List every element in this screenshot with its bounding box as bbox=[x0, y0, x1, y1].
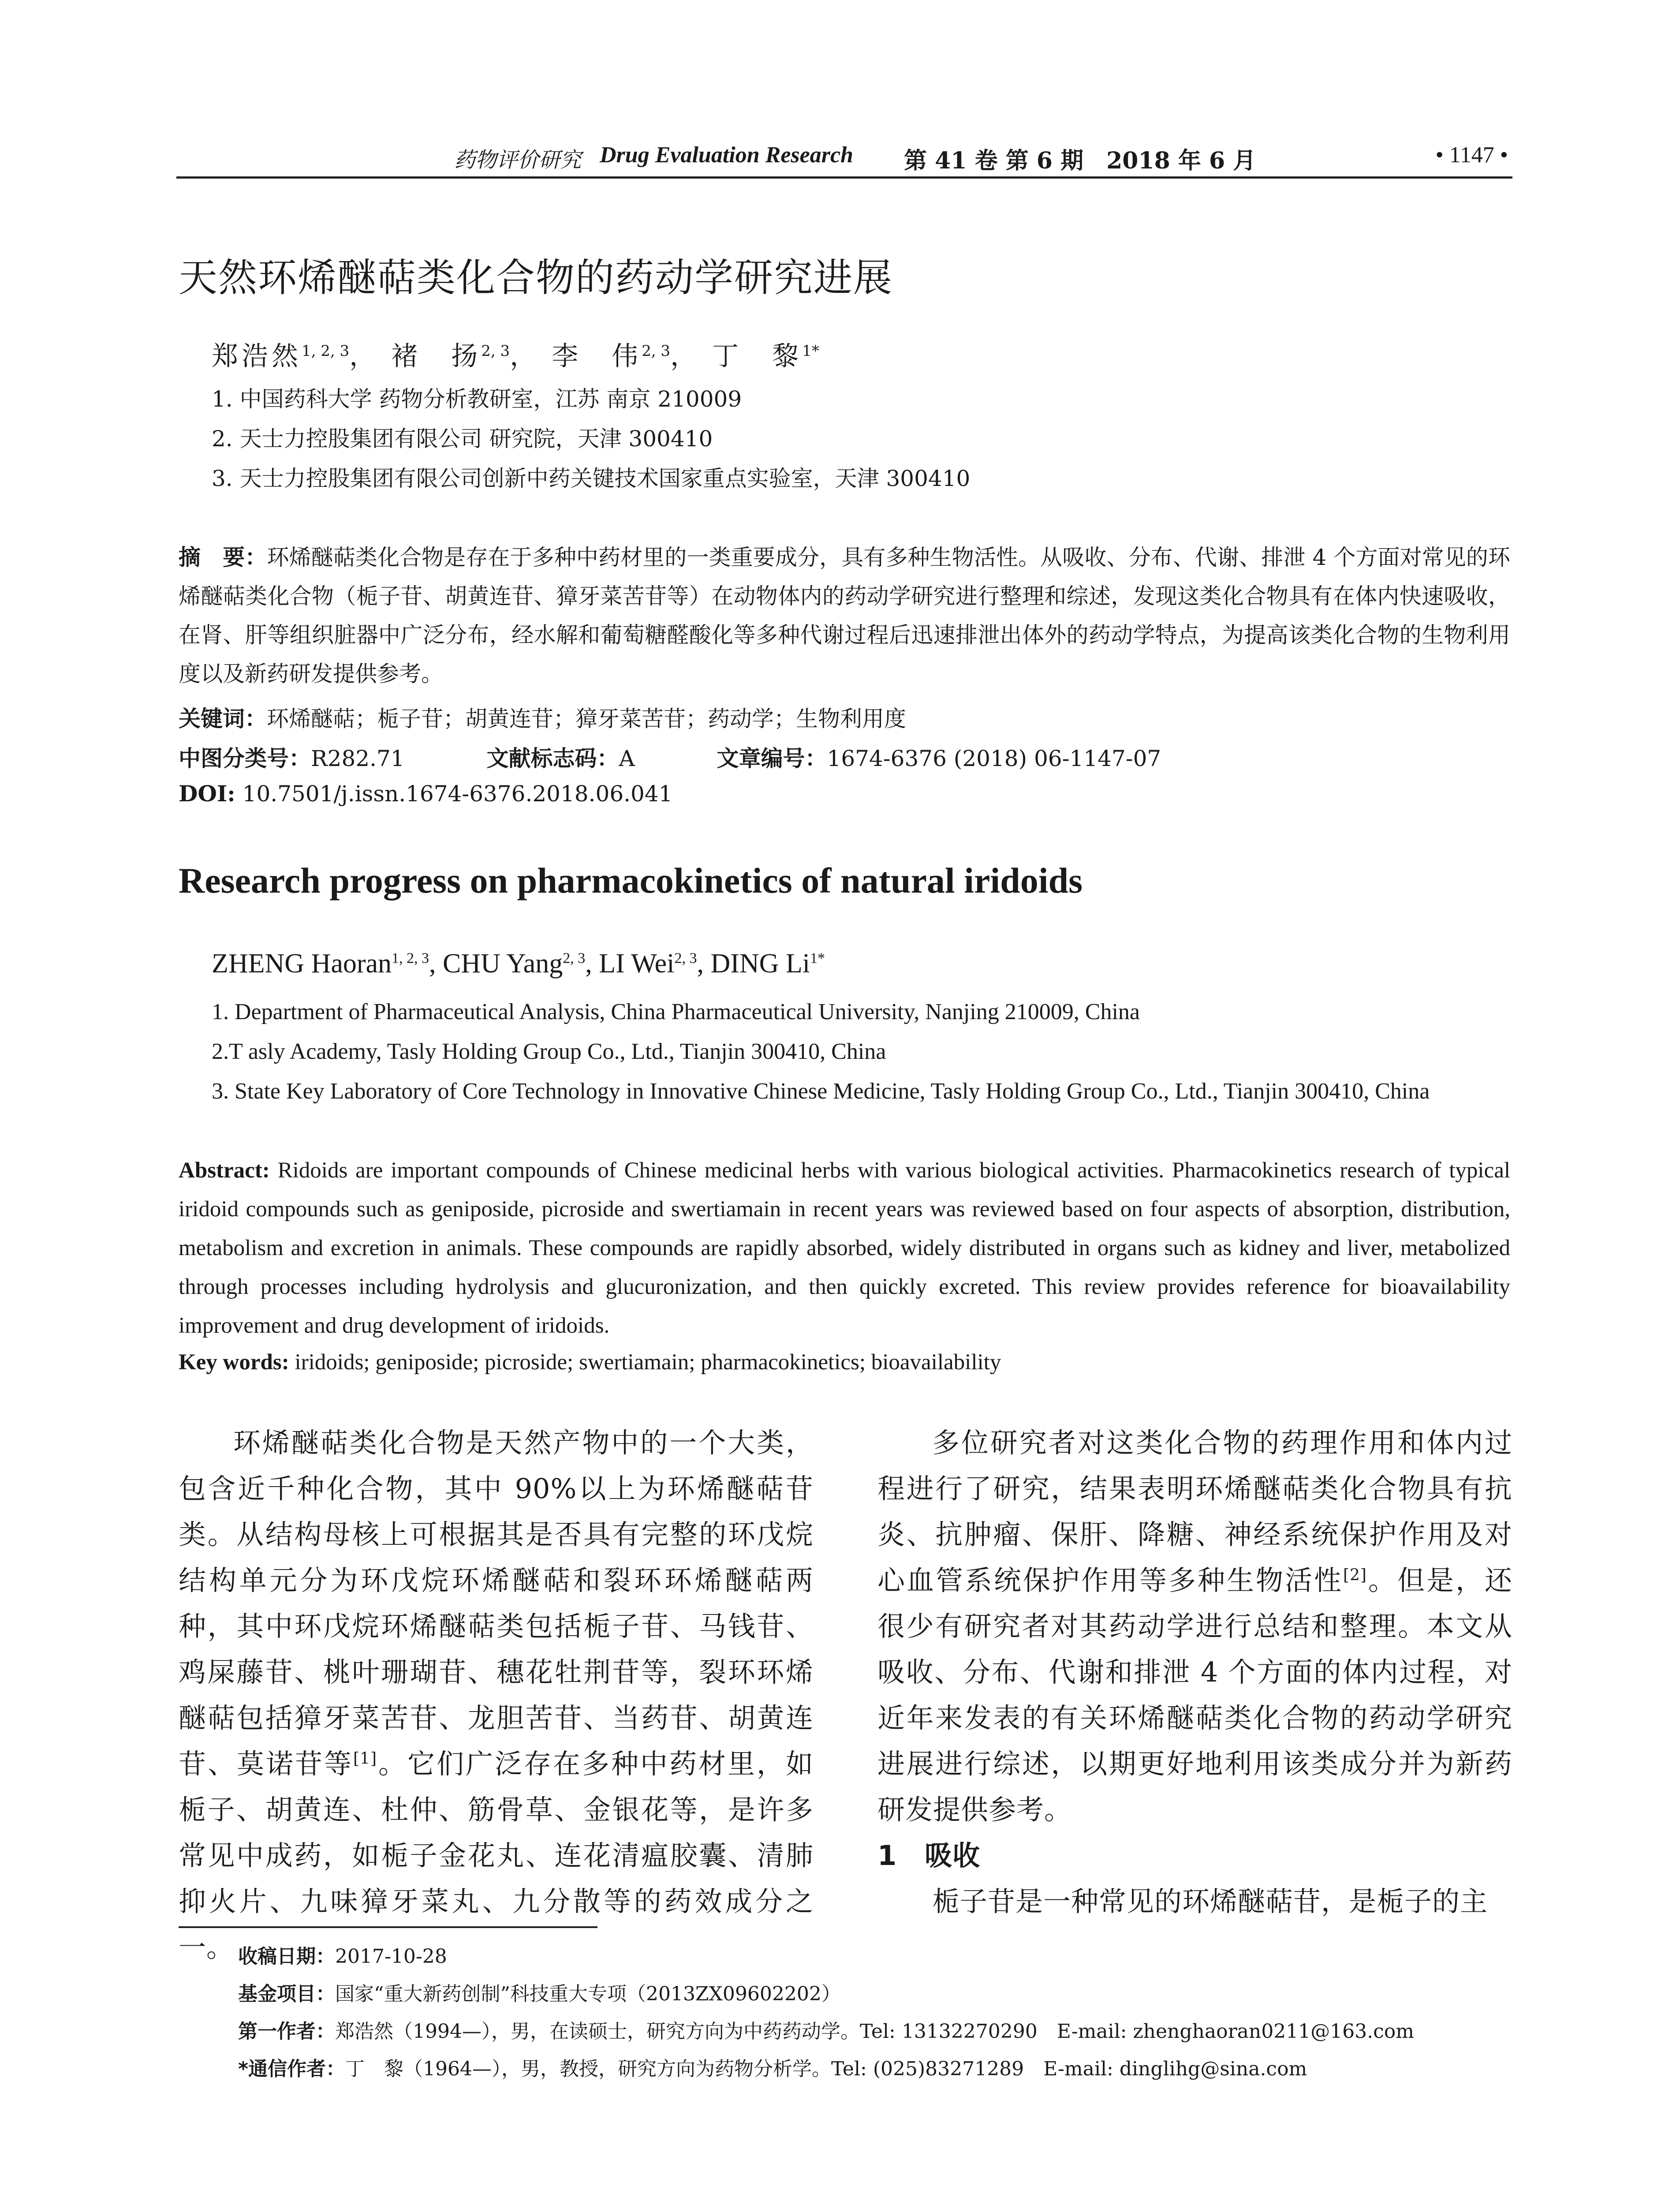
keywords-cn-text: 环烯醚萜；栀子苷；胡黄连苷；獐牙菜苦苷；药动学；生物利用度 bbox=[267, 706, 906, 732]
author-name: 丁 黎 bbox=[712, 341, 803, 372]
body-paragraph bbox=[877, 1420, 1512, 1833]
author-en-sup: 1* bbox=[810, 950, 825, 967]
author-sup: 1* bbox=[802, 342, 819, 360]
body-text: 环烯醚萜类化合物是天然产物中的一个大类，包含近千种化合物，其中 90%以上为环烯醚萜苷类。从结构母核上可根据其是否具有完整的环戊烷结构单元分为环戊烷环烯醚萜和裂环环烯醚萜两种，其中环戊烷环烯醚萜类包括栀子苷、马钱苷、鸡屎藤苷、桃叶珊瑚苷、穗花牡荆苷等，裂环环烯醚萜包括獐牙菜苦苷、龙胆苦苷、当药苷、胡黄连苷、莫诺苷等 bbox=[179, 1427, 814, 1780]
author-sup: 1, 2, 3 bbox=[302, 342, 350, 360]
authors-en bbox=[212, 948, 825, 979]
author-sep: , bbox=[429, 949, 443, 979]
footnote-rule bbox=[179, 1926, 597, 1928]
journal-name: Drug Evaluation Research bbox=[600, 142, 853, 168]
abstract-en-label: Abstract: bbox=[179, 1158, 270, 1183]
author-en-name: ZHENG Haoran bbox=[212, 949, 392, 979]
body-paragraph bbox=[179, 1420, 814, 1970]
author-sep: , bbox=[585, 949, 599, 979]
author-en-name: DING Li bbox=[710, 949, 810, 979]
authors-cn: 郑浩然$^{1, 2, 3}$， 褚 扬$^{2, 3}$， 李 伟$^{2, 3}$， 丁 黎$^{1*}$ bbox=[212, 341, 819, 372]
affiliation-en-1: 1. Department of Pharmaceutical Analysis, China Pharmaceutical University, Nanjing 210009, China bbox=[212, 999, 1140, 1024]
doc-label: 文献标志码： bbox=[486, 746, 619, 771]
doi-label: DOI: bbox=[179, 781, 235, 807]
body-text: 。它们广泛存在多种中药材里，如栀子、胡黄连、杜仲、筋骨草、金银花等，是许多常见中成药，如栀子金花丸、连花清瘟胶囊、清肺抑火片、九味獐牙菜丸、九分散等的药效成分之一。 bbox=[179, 1748, 814, 1963]
citation: [1] bbox=[353, 1749, 377, 1768]
abstract-en-text: Ridoids are important compounds of Chinese medicinal herbs with various biological activities. Pharmacokinetics research of typical iridoid compounds such as geniposide, picroside and swertiamain in recent years was reviewed based on four aspects of absorption, distribution, metabolism and excretion in animals. These compounds are rapidly absorbed, widely distributed in organs such as kidney and liver, metabolized through processes including hydrolysis and glucuronization, and then quickly excreted. This review provides reference for bioavailability improvement and drug development of iridoids. bbox=[179, 1158, 1510, 1338]
keywords-en bbox=[179, 1349, 1001, 1375]
footnote-label: 第一作者： bbox=[238, 2020, 335, 2043]
author-sup: 2, 3 bbox=[481, 342, 510, 360]
keywords-cn bbox=[179, 701, 906, 733]
section-heading: 1 吸收 bbox=[877, 1839, 981, 1872]
body-paragraph: 栀子苷是一种常见的环烯醚萜苷，是栀子的主 bbox=[932, 1885, 1488, 1917]
affiliation-cn-1: 1. 中国药科大学 药物分析教研室，江苏 南京 210009 bbox=[212, 386, 742, 412]
footnote-label: 基金项目： bbox=[238, 1983, 335, 2005]
title-cn: 天然环烯醚萜类化合物的药动学研究进展 bbox=[179, 255, 893, 300]
clc-label: 中图分类号： bbox=[179, 746, 311, 771]
author-en-name: CHU Yang bbox=[443, 949, 563, 979]
footnote-text: 国家“重大新药创制”科技重大专项（2013ZX09602202） bbox=[335, 1983, 841, 2005]
footnote-text: 郑浩然（1994—），男，在读硕士，研究方向为中药药动学。Tel: 13132270290 E-mail: zhenghaoran0211@163.com bbox=[335, 2020, 1415, 2043]
author-name: 褚 扬 bbox=[391, 341, 482, 372]
body-right-column bbox=[877, 1420, 1512, 1925]
keywords-cn-label: 关键词： bbox=[179, 706, 267, 732]
author-en-sup: 2, 3 bbox=[674, 950, 697, 967]
article-value: 1674-6376 (2018) 06-1147-07 bbox=[827, 746, 1161, 771]
journal-logo: 药物评价研究 bbox=[454, 148, 582, 172]
doc-value: A bbox=[619, 746, 635, 771]
abstract-cn-text: 环烯醚萜类化合物是存在于多种中药材里的一类重要成分，具有多种生物活性。从吸收、分布、代谢、排泄 4 个方面对常见的环烯醚萜类化合物（栀子苷、胡黄连苷、獐牙菜苦苷等）在动物体内的药动学研究进行整理和综述，发现这类化合物具有在体内快速吸收，在肾、肝等组织脏器中广泛分布，经水解和葡萄糖醛酸化等多种代谢过程后迅速排泄出体外的药动学特点，为提高该类化合物的生物利用度以及新药研发提供参考。 bbox=[179, 545, 1510, 687]
author-name: 郑浩然 bbox=[212, 341, 302, 372]
affiliation-cn-3: 3. 天士力控股集团有限公司创新中药关键技术国家重点实验室，天津 300410 bbox=[212, 466, 971, 491]
abstract-cn-label: 摘 要： bbox=[179, 545, 267, 570]
page-number: • 1147 • bbox=[1435, 142, 1508, 168]
body-text: 多位研究者对这类化合物的药理作用和体内过程进行了研究，结果表明环烯醚萜类化合物具有抗炎、抗肿瘤、保肝、降糖、神经系统保护作用及对心血管系统保护作用等多种生物活性 bbox=[877, 1427, 1512, 1596]
author-sep: , bbox=[697, 949, 711, 979]
footnote-received bbox=[238, 1940, 447, 1969]
keywords-en-text: iridoids; geniposide; picroside; swertiamain; pharmacokinetics; bioavailability bbox=[295, 1350, 1001, 1375]
author-en-sup: 1, 2, 3 bbox=[392, 950, 429, 967]
author-name: 李 伟 bbox=[552, 341, 642, 372]
title-en: Research progress on pharmacokinetics of natural iridoids bbox=[179, 860, 1083, 901]
body-left-column bbox=[179, 1420, 814, 1970]
affiliation-en-3: 3. State Key Laboratory of Core Technology in Innovative Chinese Medicine, Tasly Holding Group Co., Ltd., Tianjin 300410, China bbox=[212, 1079, 1430, 1104]
footnote-fund bbox=[238, 1978, 841, 2006]
footnote-text: 丁 黎（1964—），男，教授，研究方向为药物分析学。Tel: (025)83271289 E-mail: dinglihg@sina.com bbox=[345, 2058, 1307, 2080]
footnote-text: 2017-10-28 bbox=[335, 1945, 447, 1968]
abstract-en bbox=[179, 1151, 1510, 1345]
citation: [2] bbox=[1343, 1566, 1367, 1585]
article-label: 文章编号： bbox=[717, 746, 827, 771]
body-text: 。但是，还很少有研究者对其药动学进行总结和整理。本文从吸收、分布、代谢和排泄 4 个方面的体内过程，对近年来发表的有关环烯醚萜类化合物的药动学研究进展进行综述，以期更好地利用该类成分并为新药研发提供参考。 bbox=[877, 1564, 1512, 1826]
abstract-cn bbox=[179, 538, 1510, 693]
affiliation-cn-2: 2. 天士力控股集团有限公司 研究院，天津 300410 bbox=[212, 426, 713, 452]
author-en-sup: 2, 3 bbox=[563, 950, 586, 967]
doi-line bbox=[179, 781, 672, 807]
footnote-first-author bbox=[238, 2015, 1414, 2044]
keywords-en-label: Key words: bbox=[179, 1350, 289, 1375]
clc-value: R282.71 bbox=[311, 746, 405, 771]
running-header bbox=[176, 140, 1512, 176]
issue-info: 第 41 卷 第 6 期 2018 年 6 月 bbox=[904, 147, 1256, 174]
footnote-corresponding bbox=[238, 2053, 1307, 2081]
doi-value: 10.7501/j.issn.1674-6376.2018.06.041 bbox=[242, 781, 673, 807]
footnote-label: 收稿日期： bbox=[238, 1945, 335, 1968]
author-en-name: LI Wei bbox=[599, 949, 675, 979]
header-rule bbox=[176, 176, 1512, 179]
affiliation-en-2: 2.T asly Academy, Tasly Holding Group Co., Ltd., Tianjin 300410, China bbox=[212, 1039, 886, 1064]
footnote-label: *通信作者： bbox=[238, 2058, 346, 2080]
classification-line bbox=[179, 741, 1161, 773]
author-sup: 2, 3 bbox=[642, 342, 671, 360]
